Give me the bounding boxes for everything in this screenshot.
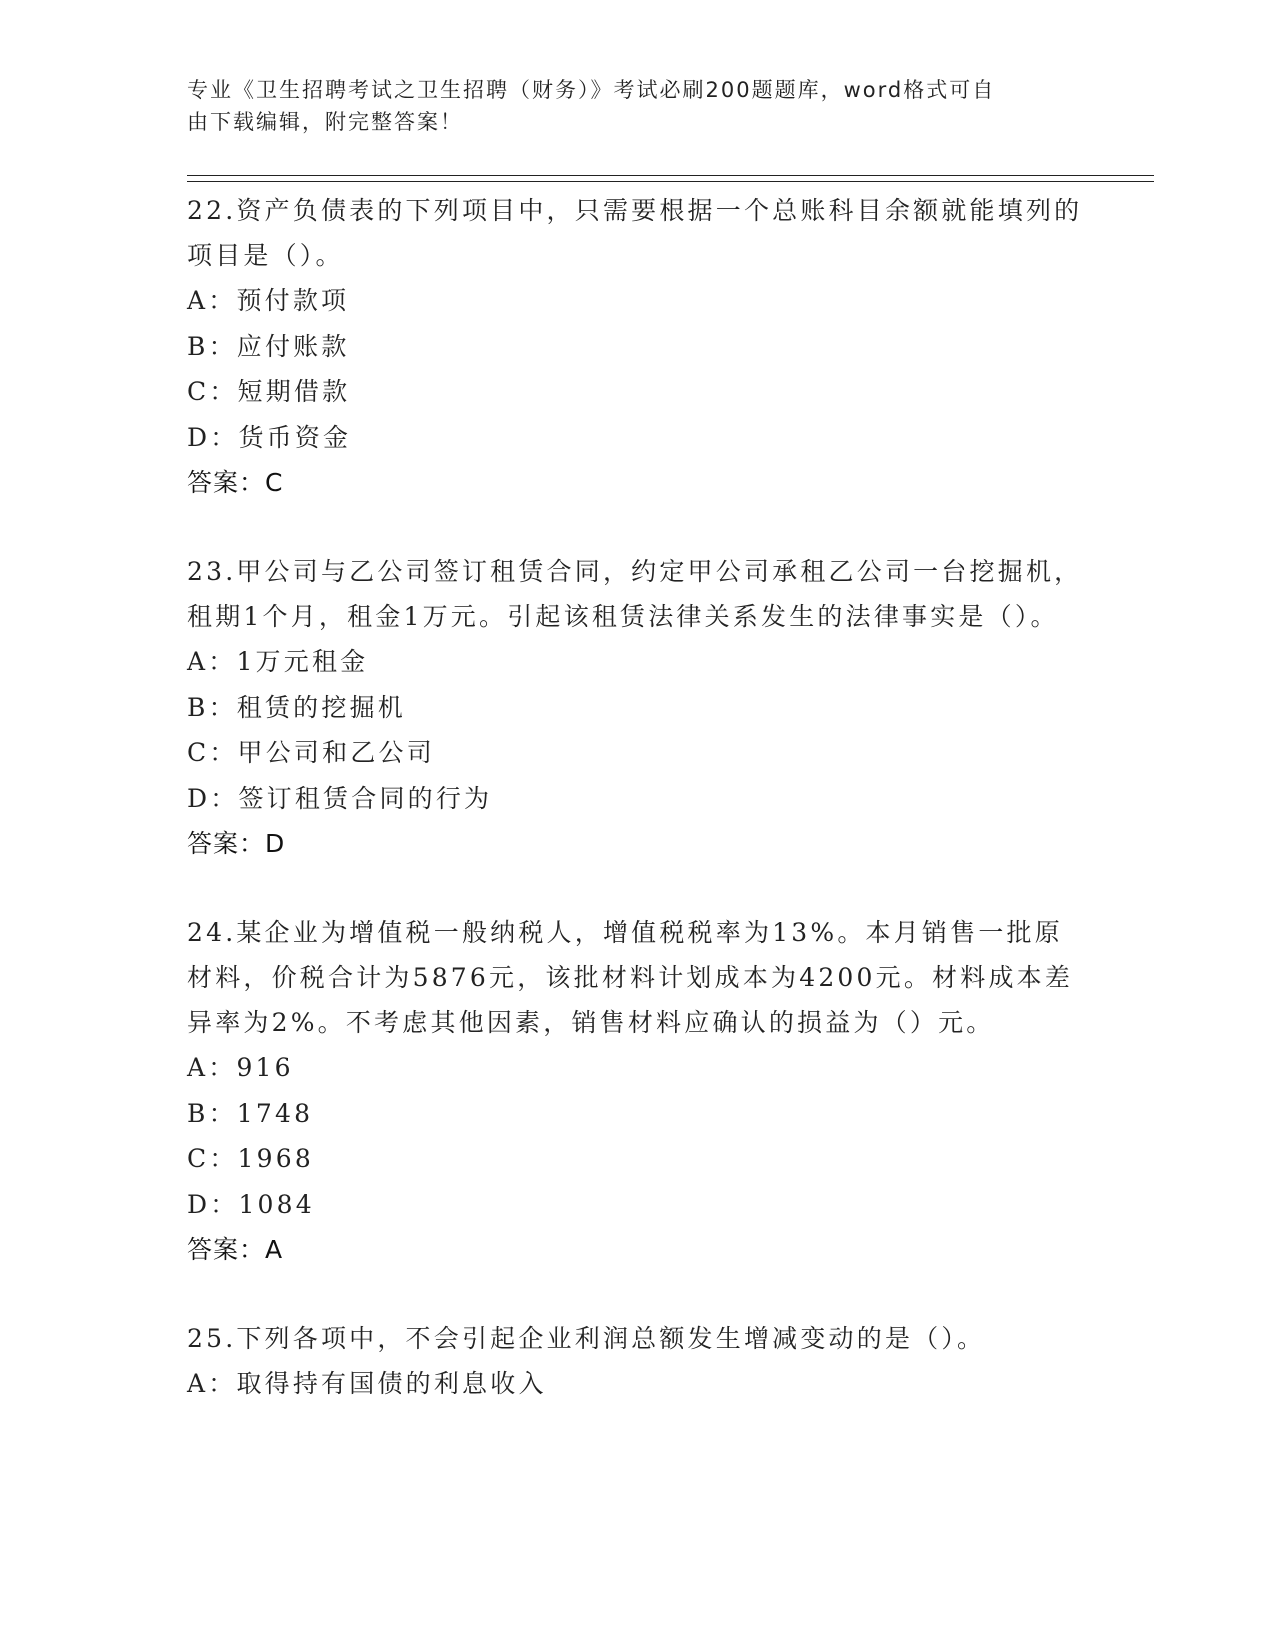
option-c: C：甲公司和乙公司 [187, 738, 435, 767]
question-stem: 24.某企业为增值税一般纳税人，增值税税率为13%。本月销售一批原材料，价税合计为5876元，该批材料计划成本为4200元。材料成本差异率为2%。不考虑其他因素，销售材料应确认的损益为（）元。 [187, 918, 1074, 1037]
question-22 [187, 188, 1087, 505]
question-25 [187, 1316, 1087, 1407]
option-d: D：货币资金 [187, 422, 352, 452]
option-a: A：取得持有国债的利息收入 [187, 1369, 547, 1398]
option-b: B：应付账款 [187, 331, 350, 361]
option-d: D：签订租赁合同的行为 [187, 783, 493, 813]
question-list [187, 188, 1087, 1451]
question-stem: 23.甲公司与乙公司签订租赁合同，约定甲公司承租乙公司一台挖掘机，租期1个月，租金1万元。引起该租赁法律关系发生的法律事实是（）。 [187, 557, 1083, 631]
option-b: B：1748 [187, 1098, 314, 1128]
question-stem: 22.资产负债表的下列项目中，只需要根据一个总账科目余额就能填列的项目是（）。 [187, 196, 1083, 270]
question-23 [187, 549, 1087, 866]
option-a: A：预付款项 [187, 286, 350, 315]
answer-line: 答案：D [187, 829, 286, 858]
document-header [187, 74, 1077, 138]
option-b: B：租赁的挖掘机 [187, 692, 406, 722]
option-d: D：1084 [187, 1189, 315, 1219]
header-divider-bottom [187, 181, 1154, 182]
answer-line: 答案：C [187, 468, 284, 497]
option-c: C：短期借款 [187, 377, 351, 406]
option-a: A：916 [187, 1053, 294, 1082]
option-a: A：1万元租金 [187, 647, 369, 676]
header-line-1: 专业《卫生招聘考试之卫生招聘（财务）》考试必刷200题题库，word格式可自 [187, 78, 996, 102]
question-24 [187, 910, 1087, 1272]
question-stem: 25.下列各项中，不会引起企业利润总额发生增减变动的是（）。 [187, 1324, 986, 1353]
answer-line: 答案：A [187, 1235, 284, 1264]
header-divider-top [187, 175, 1154, 176]
header-line-2: 由下载编辑，附完整答案！ [187, 110, 463, 134]
option-c: C：1968 [187, 1144, 314, 1173]
